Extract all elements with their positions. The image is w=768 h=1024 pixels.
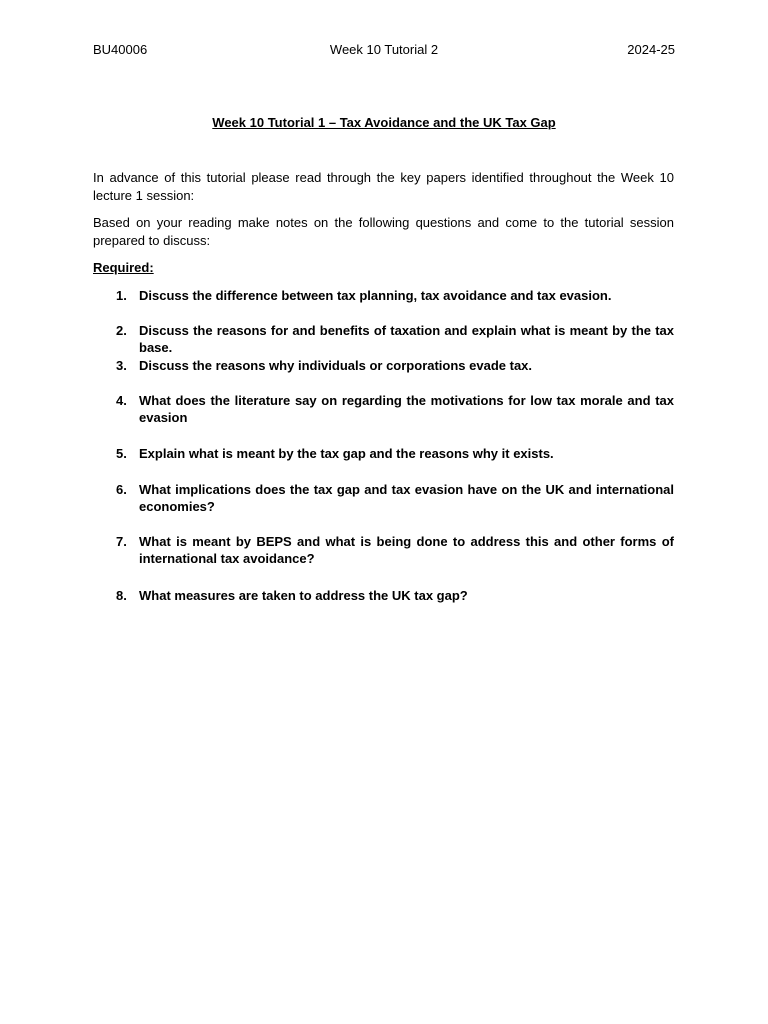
question-item [93, 287, 674, 304]
question-number: 1. [116, 288, 127, 303]
instructions-paragraph: Based on your reading make notes on the following questions and come to the tutorial session prepared to discuss: [93, 215, 674, 248]
question-number: 7. [116, 534, 127, 549]
intro-paragraph: In advance of this tutorial please read through the key papers identified throughout the Week 10 lecture 1 session: [93, 170, 674, 203]
question-text: Explain what is meant by the tax gap and the reasons why it exists. [139, 446, 554, 461]
question-item [93, 357, 674, 374]
question-item [93, 322, 674, 356]
question-number: 2. [116, 323, 127, 338]
question-text: What is meant by BEPS and what is being done to address this and other forms of international tax avoidance? [139, 534, 674, 566]
document-title: Week 10 Tutorial 1 – Tax Avoidance and the UK Tax Gap [212, 115, 556, 130]
question-number: 8. [116, 588, 127, 603]
question-number: 4. [116, 393, 127, 408]
question-item [93, 533, 674, 567]
question-item [93, 445, 674, 462]
question-item [93, 587, 674, 604]
question-text: Discuss the reasons why individuals or corporations evade tax. [139, 358, 533, 373]
question-text: Discuss the reasons for and benefits of taxation and explain what is meant by the tax base. [139, 323, 674, 355]
header-academic-year: 2024-25 [627, 42, 675, 57]
question-number: 6. [116, 482, 127, 497]
header-tutorial-name: Week 10 Tutorial 2 [329, 42, 439, 57]
question-text: What does the literature say on regarding the motivations for low tax morale and tax evasion [139, 393, 674, 425]
question-item [93, 481, 674, 515]
page-header [93, 42, 675, 62]
header-module-code: BU40006 [93, 42, 148, 57]
question-text: Discuss the difference between tax planning, tax avoidance and tax evasion. [139, 288, 612, 303]
question-text: What measures are taken to address the UK tax gap? [139, 588, 468, 603]
question-number: 5. [116, 446, 127, 461]
required-heading: Required: [93, 260, 154, 275]
question-text: What implications does the tax gap and tax evasion have on the UK and international economies? [139, 482, 674, 514]
question-item [93, 392, 674, 426]
question-number: 3. [116, 358, 127, 373]
